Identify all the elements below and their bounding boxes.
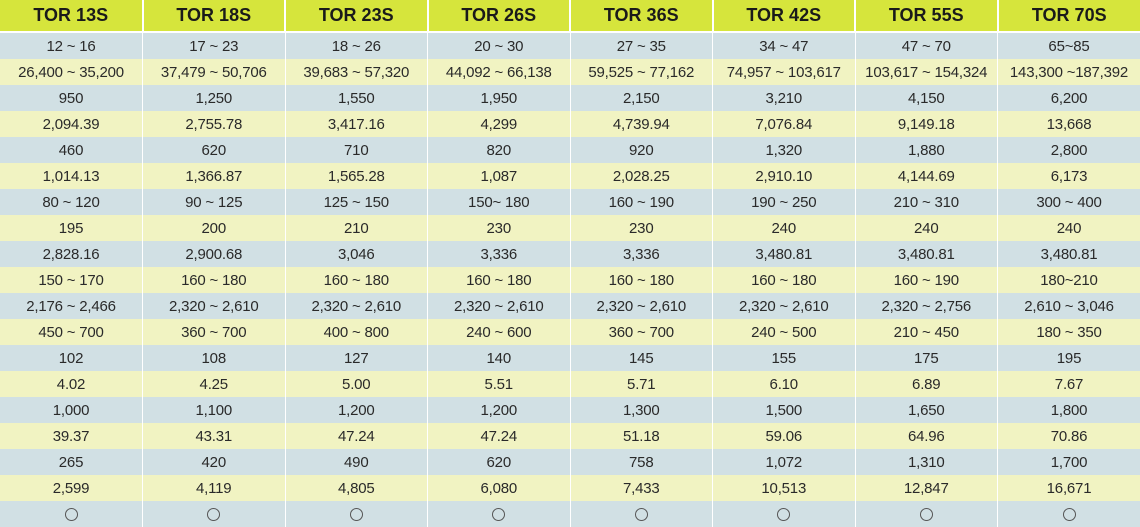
table-cell: 5.00 [285,371,428,397]
table-cell: 10,513 [713,475,856,501]
table-cell: 300 ~ 400 [998,189,1140,215]
table-cell: 39,683 ~ 57,320 [285,59,428,85]
table-cell: 195 [0,215,143,241]
table-cell: 200 [143,215,286,241]
table-cell: 4.02 [0,371,143,397]
table-cell: 34 ~ 47 [713,32,856,59]
table-cell: 450 ~ 700 [0,319,143,345]
circle-icon [65,508,78,521]
table-cell: 360 ~ 700 [143,319,286,345]
table-cell: 18 ~ 26 [285,32,428,59]
table-row [0,501,1140,527]
table-cell: 16,671 [998,475,1140,501]
table-cell: 64.96 [855,423,998,449]
table-cell: 59.06 [713,423,856,449]
table-cell: 2,028.25 [570,163,713,189]
table-cell: 47 ~ 70 [855,32,998,59]
table-cell: 160 ~ 180 [713,267,856,293]
table-cell: 4,144.69 [855,163,998,189]
table-cell: 7.67 [998,371,1140,397]
table-cell: 175 [855,345,998,371]
table-cell: 4,299 [428,111,571,137]
table-cell: 1,880 [855,137,998,163]
table-cell: 1,100 [143,397,286,423]
table-row [0,111,1140,137]
table-cell: 160 ~ 180 [285,267,428,293]
table-cell: 143,300 ~187,392 [998,59,1140,85]
table-cell: 620 [428,449,571,475]
table-row [0,137,1140,163]
circle-icon [920,508,933,521]
table-cell: 1,800 [998,397,1140,423]
circle-icon [777,508,790,521]
table-row [0,85,1140,111]
column-header: TOR 13S [0,0,143,32]
table-cell: 1,200 [285,397,428,423]
table-cell: 6,080 [428,475,571,501]
table-cell: 2,176 ~ 2,466 [0,293,143,319]
table-cell: 6.10 [713,371,856,397]
table-row [0,267,1140,293]
table-cell: 108 [143,345,286,371]
table-cell: 26,400 ~ 35,200 [0,59,143,85]
table-cell: 13,668 [998,111,1140,137]
table-cell: 1,200 [428,397,571,423]
table-cell: 4,150 [855,85,998,111]
table-cell: 240 [855,215,998,241]
table-cell: 12 ~ 16 [0,32,143,59]
table-cell: 2,755.78 [143,111,286,137]
column-header: TOR 23S [285,0,428,32]
circle-icon [350,508,363,521]
table-row [0,397,1140,423]
table-cell: 240 ~ 600 [428,319,571,345]
column-header: TOR 26S [428,0,571,32]
table-cell: 710 [285,137,428,163]
table-row [0,215,1140,241]
table-cell: 37,479 ~ 50,706 [143,59,286,85]
table-cell [428,501,571,527]
circle-icon [492,508,505,521]
table-cell: 20 ~ 30 [428,32,571,59]
table-row [0,32,1140,59]
table-cell: 7,076.84 [713,111,856,137]
table-cell [285,501,428,527]
table-cell: 1,950 [428,85,571,111]
table-cell: 160 ~ 180 [143,267,286,293]
table-row [0,423,1140,449]
table-cell: 4,805 [285,475,428,501]
table-cell: 1,320 [713,137,856,163]
table-cell: 1,087 [428,163,571,189]
table-cell: 125 ~ 150 [285,189,428,215]
table-cell [570,501,713,527]
table-cell: 6.89 [855,371,998,397]
table-cell: 1,650 [855,397,998,423]
table-cell: 80 ~ 120 [0,189,143,215]
circle-icon [635,508,648,521]
table-cell: 27 ~ 35 [570,32,713,59]
table-cell: 1,700 [998,449,1140,475]
table-cell: 360 ~ 700 [570,319,713,345]
table-cell: 43.31 [143,423,286,449]
table-cell: 1,072 [713,449,856,475]
table-cell: 2,094.39 [0,111,143,137]
table-cell: 180~210 [998,267,1140,293]
table-cell: 4,119 [143,475,286,501]
table-row [0,241,1140,267]
table-cell: 210 [285,215,428,241]
table-cell: 74,957 ~ 103,617 [713,59,856,85]
table-cell: 1,565.28 [285,163,428,189]
table-cell: 3,480.81 [855,241,998,267]
table-cell: 2,320 ~ 2,610 [285,293,428,319]
table-body [0,32,1140,527]
table-cell: 1,000 [0,397,143,423]
circle-icon [207,508,220,521]
table-cell: 950 [0,85,143,111]
table-cell: 47.24 [285,423,428,449]
table-cell: 1,310 [855,449,998,475]
table-cell: 150~ 180 [428,189,571,215]
table-cell: 2,320 ~ 2,756 [855,293,998,319]
table-cell: 39.37 [0,423,143,449]
table-row [0,345,1140,371]
table-cell: 160 ~ 180 [570,267,713,293]
table-cell [713,501,856,527]
table-cell: 230 [428,215,571,241]
table-cell: 9,149.18 [855,111,998,137]
column-header: TOR 18S [143,0,286,32]
table-cell: 140 [428,345,571,371]
table-cell: 12,847 [855,475,998,501]
table-cell: 1,300 [570,397,713,423]
table-cell: 4.25 [143,371,286,397]
table-cell: 490 [285,449,428,475]
table-cell: 820 [428,137,571,163]
table-cell: 240 [998,215,1140,241]
table-cell: 190 ~ 250 [713,189,856,215]
table-row [0,319,1140,345]
table-cell: 51.18 [570,423,713,449]
header-row [0,0,1140,32]
column-header: TOR 36S [570,0,713,32]
table-cell: 210 ~ 310 [855,189,998,215]
table-row [0,371,1140,397]
table-row [0,163,1140,189]
table-cell: 17 ~ 23 [143,32,286,59]
table-cell: 145 [570,345,713,371]
column-header: TOR 42S [713,0,856,32]
table-cell: 70.86 [998,423,1140,449]
table-cell: 2,828.16 [0,241,143,267]
table-row [0,293,1140,319]
table-cell: 5.51 [428,371,571,397]
table-cell: 44,092 ~ 66,138 [428,59,571,85]
table-cell: 3,336 [570,241,713,267]
table-cell: 2,900.68 [143,241,286,267]
table-cell: 240 [713,215,856,241]
table-row [0,475,1140,501]
table-cell: 103,617 ~ 154,324 [855,59,998,85]
table-cell: 3,210 [713,85,856,111]
table-cell: 3,480.81 [713,241,856,267]
table-cell: 2,910.10 [713,163,856,189]
circle-icon [1063,508,1076,521]
table-cell: 210 ~ 450 [855,319,998,345]
table-cell: 3,417.16 [285,111,428,137]
table-cell: 2,150 [570,85,713,111]
table-cell: 1,250 [143,85,286,111]
table-header [0,0,1140,32]
table-cell: 160 ~ 190 [570,189,713,215]
table-cell: 4,739.94 [570,111,713,137]
table-cell: 90 ~ 125 [143,189,286,215]
table-cell: 2,320 ~ 2,610 [570,293,713,319]
table-cell: 460 [0,137,143,163]
table-cell: 240 ~ 500 [713,319,856,345]
table-cell: 195 [998,345,1140,371]
table-cell: 420 [143,449,286,475]
table-cell: 5.71 [570,371,713,397]
table-row [0,449,1140,475]
table-cell: 65~85 [998,32,1140,59]
table-cell: 230 [570,215,713,241]
table-cell: 127 [285,345,428,371]
table-cell: 1,366.87 [143,163,286,189]
table-cell: 400 ~ 800 [285,319,428,345]
table-cell: 2,610 ~ 3,046 [998,293,1140,319]
table-cell: 3,480.81 [998,241,1140,267]
table-cell: 160 ~ 180 [428,267,571,293]
table-cell: 2,599 [0,475,143,501]
table-cell: 47.24 [428,423,571,449]
table-cell: 2,320 ~ 2,610 [143,293,286,319]
table-cell [998,501,1140,527]
table-cell [0,501,143,527]
table-cell: 265 [0,449,143,475]
table-cell: 3,336 [428,241,571,267]
table-cell: 180 ~ 350 [998,319,1140,345]
table-cell: 160 ~ 190 [855,267,998,293]
table-cell: 6,200 [998,85,1140,111]
table-row [0,189,1140,215]
table-cell: 150 ~ 170 [0,267,143,293]
table-cell: 1,550 [285,85,428,111]
table-cell [143,501,286,527]
table-cell [855,501,998,527]
table-cell: 2,800 [998,137,1140,163]
table-cell: 155 [713,345,856,371]
table-cell: 6,173 [998,163,1140,189]
table-row [0,59,1140,85]
table-cell: 758 [570,449,713,475]
table-cell: 59,525 ~ 77,162 [570,59,713,85]
table-cell: 2,320 ~ 2,610 [713,293,856,319]
column-header: TOR 70S [998,0,1140,32]
table-cell: 620 [143,137,286,163]
table-cell: 3,046 [285,241,428,267]
table-cell: 7,433 [570,475,713,501]
table-cell: 2,320 ~ 2,610 [428,293,571,319]
column-header: TOR 55S [855,0,998,32]
table-cell: 1,500 [713,397,856,423]
table-cell: 102 [0,345,143,371]
table-cell: 920 [570,137,713,163]
table-cell: 1,014.13 [0,163,143,189]
